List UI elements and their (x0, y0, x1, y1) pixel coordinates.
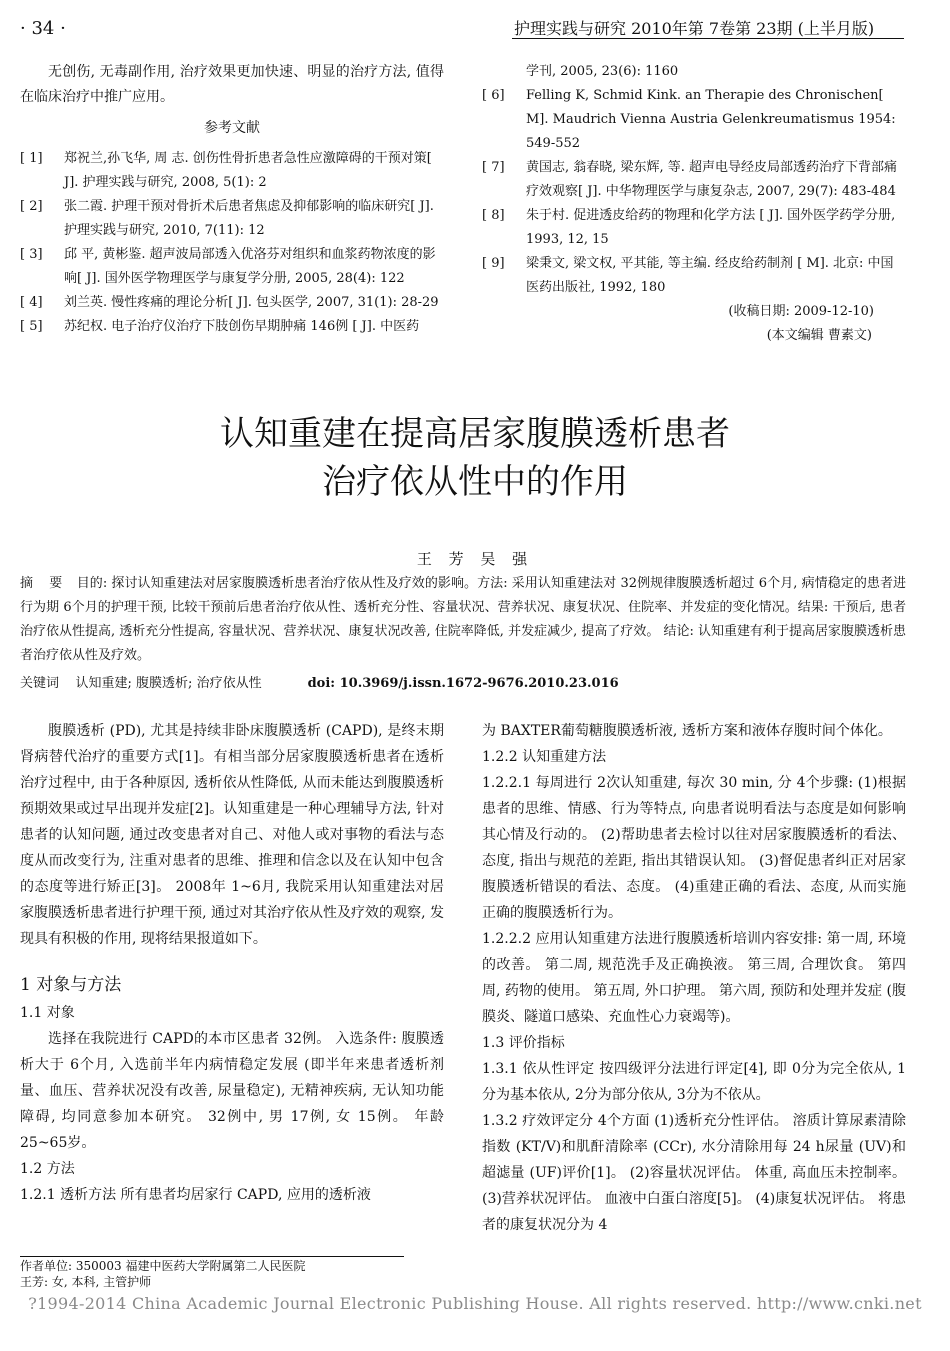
author-info: 王芳: 女, 本科, 主管护师 (20, 1275, 152, 1289)
reference-item (482, 252, 906, 300)
keywords-label: 关键词 (20, 676, 60, 691)
article-title-line-1: 认知重建在提高居家腹膜透析患者 (220, 414, 730, 454)
paragraph-1-2-2-2: 1.2.2.2 应用认知重建方法进行腹膜透析培训内容安排: 第一周, 环境的改善。 第二周, 规范洗手及正确换液。 第三周, 合理饮食。 第四周, 药物的使用。 第五周, 外口护理。 第六周, 预防和处理并发症 (腹膜炎、隧道口感染、充血性心力衰竭等)。 (482, 931, 906, 1025)
abstract-text: 目的: 探讨认知重建法对居家腹膜透析患者治疗依从性及疗效的影响。方法: 采用认知重建法对 32例规律腹膜透析超过 6个月, 病情稳定的患者进行为期 6个月的护理干预, 比较干预前后患者治疗依从性、透析充分性、容量状况、营养状况、康复状况、住院率、并发症的变化情况。结果: 干预后, 患者治疗依从性提高, 透析充分性提高, 容量状况、营养状况、康复状况改善, 住院率降低, 并发症减少, 提高了疗效。 结论: 认知重建有利于提高居家腹膜透析患者治疗依从性及疗效。 (20, 576, 907, 663)
subsection-heading-cognitive: 1.2.2 认知重建方法 (482, 749, 607, 765)
previous-article-left-column (20, 60, 444, 339)
paragraph-1-3-2: 1.3.2 疗效评定分 4个方面 (1)透析充分性评估。 溶质计算尿素清除指数 (KT/V)和肌酐清除率 (CCr), 水分清除用每 24 h尿量 (UV)和超滤量 (UF)评价[1]。 (2)容量状况评估。 体重, 高血压未控制率。 (3)营养状况评估。 血液中白蛋白溶度[5]。 (4)康复状况评估。 将患者的康复状况分为 4 (482, 1113, 906, 1233)
reference-continuation (482, 60, 906, 84)
keywords-text: 认知重建; 腹膜透析; 治疗依从性 (75, 676, 262, 691)
page-number: · 34 · (20, 18, 66, 39)
paragraph-1-2-2-1: 1.2.2.1 每周进行 2次认知重建, 每次 30 min, 分 4个步骤: (1)根据患者的思维、情感、行为等特点, 向患者说明看法与态度是如何影响其心情及行动的。 (2)帮助患者去检讨以往对居家腹膜透析的看法、态度, 指出与规范的差距, 指出其错误认知。 (3)督促患者纠正对居家腹膜透析错误的看法、态度。 (4)重建正确的看法、态度, 从而实施正确的腹膜透析行为。 (482, 775, 906, 921)
reference-number: [ 8] (482, 208, 505, 223)
reference-text: 黄国志, 翁春晓, 梁东辉, 等. 超声电导经皮局部透药治疗下背部痛疗效观察[ J]. 中华物理医学与康复杂志, 2007, 29(7): 483-484 (526, 160, 898, 199)
abstract (20, 572, 906, 668)
previous-article-ending: 无创伤, 无毒副作用, 治疗效果更加快速、明显的治疗方法, 值得在临床治疗中推广应用。 (20, 64, 444, 105)
previous-article-right-column (482, 60, 906, 348)
subsection-heading-objects: 1.1 对象 (20, 1005, 75, 1021)
reference-number: [ 7] (482, 160, 505, 175)
reference-number: [ 9] (482, 256, 505, 271)
reference-number: [ 3] (20, 247, 43, 262)
reference-number: [ 1] (20, 151, 43, 166)
reference-text: Felling K, Schmid Kink. an Therapie des Chronischen[ M]. Maudrich Vienna Austria Gelenkreumatismus 1954: 549-552 (526, 88, 896, 151)
keywords-row (20, 672, 906, 696)
reference-item (20, 147, 444, 195)
reference-text: 朱于村. 促进透皮给药的物理和化学方法 [ J]. 国外医学药学分册, 1993, 12, 15 (526, 208, 896, 247)
footnote-rule (20, 1256, 404, 1257)
reference-text: 学刊, 2005, 23(6): 1160 (526, 64, 679, 79)
header-rule (512, 38, 904, 39)
author-affiliation: 作者单位: 350003 福建中医药大学附属第二人民医院 (20, 1259, 306, 1273)
paragraph-1-3-1: 1.3.1 依从性评定 按四级评分法进行评定[4], 即 0分为完全依从, 1分为基本依从, 2分为部分依从, 3分为不依从。 (482, 1061, 906, 1103)
reference-text: 张二霞. 护理干预对骨折术后患者焦虑及抑郁影响的临床研究[ J]. 护理实践与研究, 2010, 7(11): 12 (64, 199, 434, 238)
article-title-line-2: 治疗依从性中的作用 (322, 462, 628, 502)
reference-text: 郑祝兰,孙飞华, 周 志. 创伤性骨折患者急性应激障碍的干预对策[ J]. 护理实践与研究, 2008, 5(1): 2 (64, 151, 432, 190)
article-authors: 王 芳 吴 强 (416, 550, 534, 568)
cnki-watermark: ?1994-2014 China Academic Journal Electronic Publishing House. All rights reserved. http://www.cnki.net (28, 1294, 922, 1313)
reference-item (20, 243, 444, 291)
dialysis-method-paragraph: 1.2.1 透析方法 所有患者均居家行 CAPD, 应用的透析液 (20, 1187, 371, 1203)
reference-item (20, 315, 444, 339)
reference-item (482, 156, 906, 204)
subsection-heading-evaluation: 1.3 评价指标 (482, 1035, 565, 1051)
reference-text: 苏纪权. 电子治疗仪治疗下肢创伤早期肿痛 146例 [ J]. 中医药 (64, 319, 420, 334)
abstract-label: 摘 要 (20, 576, 69, 591)
doi: doi: 10.3969/j.issn.1672-9676.2010.23.016 (307, 676, 619, 691)
received-date: (收稿日期: 2009-12-10) (728, 304, 874, 319)
references-title: 参考文献 (204, 120, 260, 136)
reference-number: [ 5] (20, 319, 43, 334)
reference-number: [ 2] (20, 199, 43, 214)
subsection-heading-method: 1.2 方法 (20, 1161, 75, 1177)
reference-item (20, 195, 444, 243)
reference-number: [ 6] (482, 88, 505, 103)
reference-text: 梁秉文, 梁文权, 平其能, 等主编. 经皮给药制剂 [ M]. 北京: 中国医药出版社, 1992, 180 (526, 256, 894, 295)
reference-number: [ 4] (20, 295, 43, 310)
reference-text: 邱 平, 黄彬鉴. 超声波局部透入优洛芬对组织和血浆药物浓度的影响[ J]. 国外医学物理医学与康复学分册, 2005, 28(4): 122 (64, 247, 436, 286)
objects-paragraph: 选择在我院进行 CAPD的本市区患者 32例。 入选条件: 腹膜透析大于 6个月, 入选前半年内病情稳定发展 (即半年来患者透析剂量、血压、营养状况没有改善, 尿量稳定), 无精神疾病, 无认知功能障碍, 均同意参加本研究。 32例中, 男 17例, 女 15例。 年龄 25~65岁。 (20, 1031, 444, 1151)
section-heading-methods: 1 对象与方法 (20, 975, 122, 995)
journal-header: 护理实践与研究 2010年第 7卷第 23期 (上半月版) (514, 19, 875, 38)
editor-note: (本文编辑 曹素文) (766, 328, 872, 343)
reference-text: 刘兰英. 慢性疼痛的理论分析[ J]. 包头医学, 2007, 31(1): 28-29 (64, 295, 439, 310)
reference-item (482, 204, 906, 252)
body-left-column (20, 718, 444, 1208)
reference-item (482, 84, 906, 156)
footnote (20, 1258, 305, 1290)
reference-item (20, 291, 444, 315)
body-right-column (482, 718, 906, 1238)
introduction-paragraph: 腹膜透析 (PD), 尤其是持续非卧床腹膜透析 (CAPD), 是终末期肾病替代治疗的重要方式[1]。有相当部分居家腹膜透析患者在透析治疗过程中, 由于各种原因, 透析依从性降低, 从而未能达到腹膜透析预期效果或过早出现并发症[2]。认知重建是一种心理辅导方法, 针对患者的认知问题, 通过改变患者对自己、对他人或对事物的看法与态度从而改变行为, 注重对患者的思维、推理和信念以及在认知中包含的态度等进行矫正[3]。 2008年 1~6月, 我院采用认知重建法对居家腹膜透析患者进行护理干预, 通过对其治疗依从性及疗效的观察, 发现具有积极的作用, 现将结果报道如下。 (20, 723, 444, 947)
dialysis-method-continuation: 为 BAXTER葡萄糖腹膜透析液, 透析方案和液体存腹时间个体化。 (482, 723, 892, 739)
